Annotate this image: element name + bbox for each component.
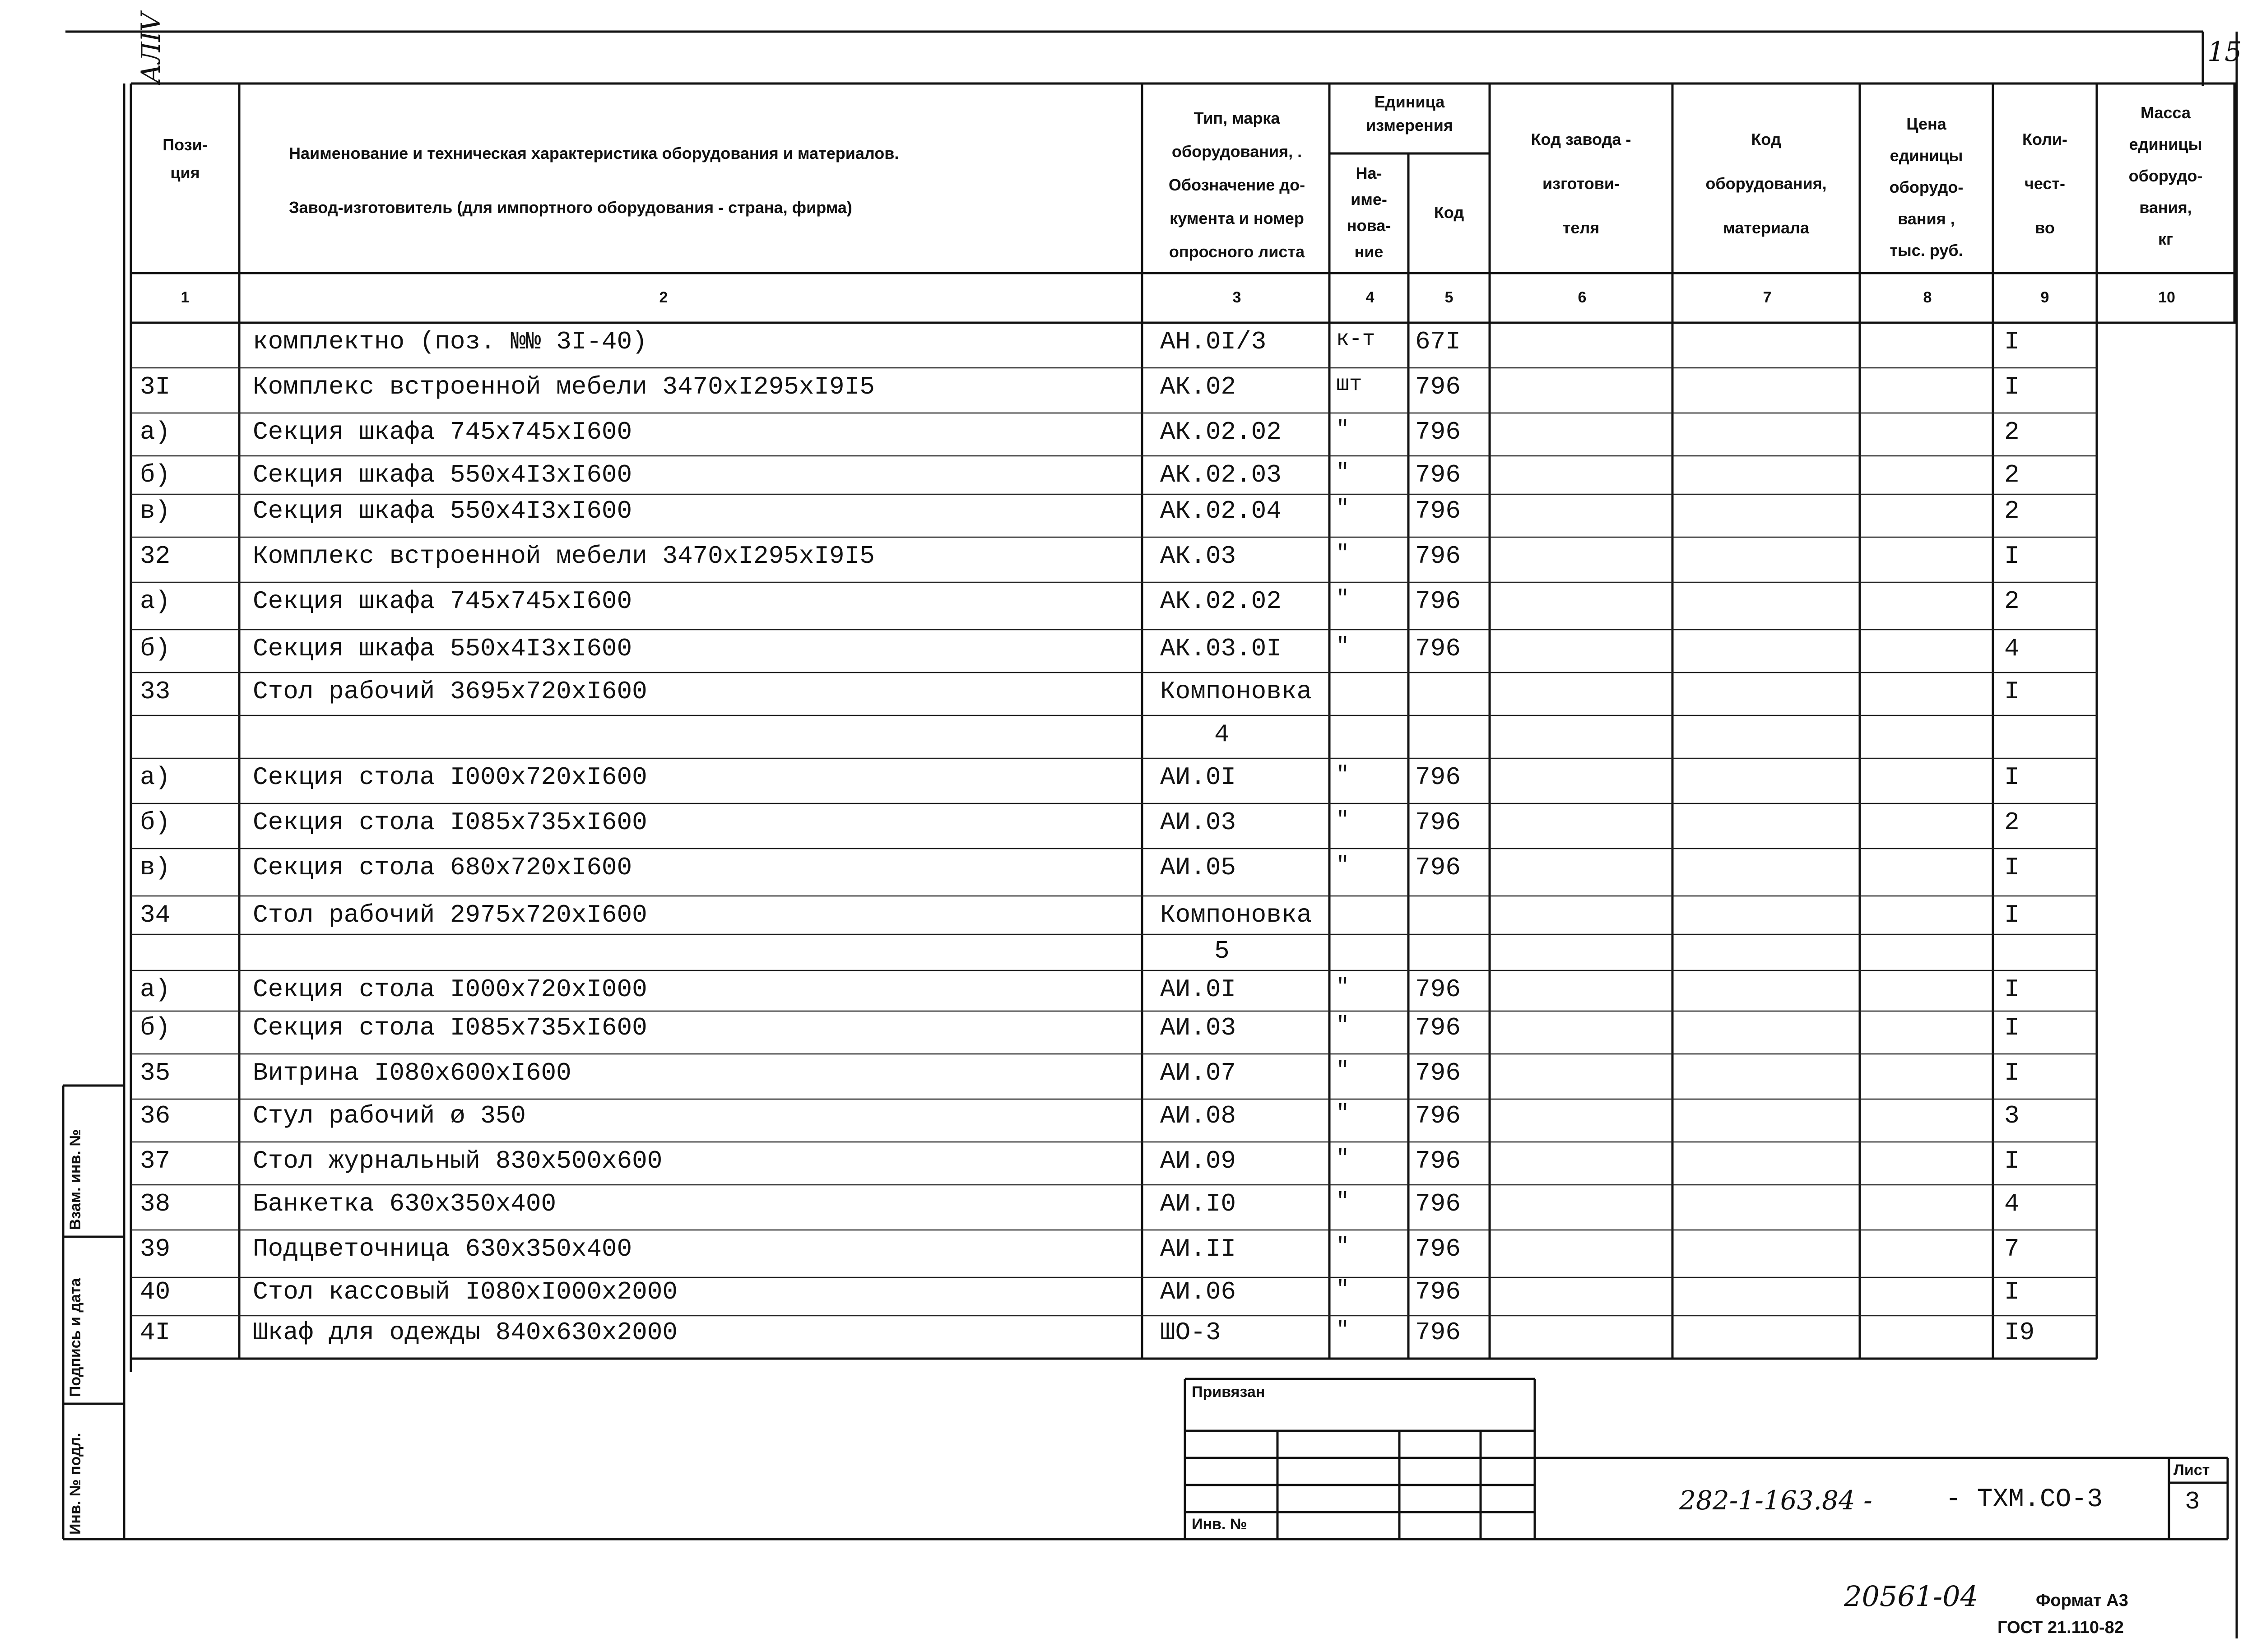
cell-position: 35 bbox=[140, 1058, 171, 1087]
cell-name: Секция стола I000х720хI000 bbox=[253, 975, 647, 1004]
cell-quantity: I bbox=[2004, 327, 2020, 356]
cell-quantity: 2 bbox=[2004, 587, 2020, 616]
cell-quantity: I bbox=[2004, 1146, 2020, 1175]
cell-unit: " bbox=[1336, 1146, 1349, 1171]
cell-type: АИ.08 bbox=[1160, 1101, 1236, 1130]
corner-mark: АЛIV bbox=[135, 12, 166, 84]
column-number: 9 bbox=[2040, 289, 2049, 306]
cell-position: 3I bbox=[140, 372, 171, 401]
cell-name: комплектно (поз. №№ 3I-40) bbox=[253, 327, 647, 356]
cell-unit: " bbox=[1336, 1234, 1349, 1259]
doc-code-handwritten: 282-1-163.84 - bbox=[1679, 1485, 1872, 1516]
cell-code: 796 bbox=[1415, 1058, 1461, 1087]
cell-position: 37 bbox=[140, 1146, 171, 1175]
cell-name: Секция шкафа 745х745хI600 bbox=[253, 587, 632, 616]
cell-name: Секция шкафа 745х745хI600 bbox=[253, 418, 632, 446]
cell-position: 39 bbox=[140, 1234, 171, 1263]
cell-type: АИ.07 bbox=[1160, 1058, 1236, 1087]
cell-position: б) bbox=[140, 808, 171, 837]
cell-position: б) bbox=[140, 460, 171, 489]
cell-quantity: I bbox=[2004, 372, 2020, 401]
side-label-vzam-inv: Взам. инв. № bbox=[67, 1129, 84, 1230]
cell-quantity: I bbox=[2004, 900, 2020, 929]
cell-code: 796 bbox=[1415, 634, 1461, 663]
cell-code: 796 bbox=[1415, 1101, 1461, 1130]
doc-code: - ТХМ.СО-3 bbox=[1946, 1485, 2103, 1514]
cell-quantity: I bbox=[2004, 763, 2020, 792]
header-factory-code: Код завода - изготови- теля bbox=[1531, 130, 1631, 237]
cell-unit: " bbox=[1336, 853, 1349, 877]
cell-position: 4I bbox=[140, 1318, 171, 1347]
cell-code: 796 bbox=[1415, 372, 1461, 401]
cell-position: 38 bbox=[140, 1189, 171, 1218]
column-number: 10 bbox=[2158, 289, 2175, 306]
cell-type: АН.0I/3 bbox=[1160, 327, 1267, 356]
cell-name: Стол рабочий 2975х720хI600 bbox=[253, 900, 647, 929]
cell-type: АИ.09 bbox=[1160, 1146, 1236, 1175]
cell-quantity: 2 bbox=[2004, 418, 2020, 446]
format-label: Формат А3 bbox=[2036, 1591, 2128, 1610]
cell-type: АК.02.04 bbox=[1160, 497, 1282, 525]
cell-type: АК.02.02 bbox=[1160, 587, 1282, 616]
cell-quantity: I bbox=[2004, 677, 2020, 706]
column-number: 4 bbox=[1365, 289, 1375, 306]
cell-code: 796 bbox=[1415, 1318, 1461, 1347]
cell-quantity: 2 bbox=[2004, 460, 2020, 489]
cell-code: 796 bbox=[1415, 587, 1461, 616]
cell-name: Подцветочница 630х350х400 bbox=[253, 1234, 632, 1263]
cell-quantity: 7 bbox=[2004, 1234, 2020, 1263]
header-equipment-code: Код оборудования, материала bbox=[1705, 130, 1827, 237]
cell-position: б) bbox=[140, 1013, 171, 1042]
cell-type: Компоновка bbox=[1160, 900, 1312, 929]
sheet-number: 3 bbox=[2185, 1487, 2200, 1516]
cell-quantity: 4 bbox=[2004, 634, 2020, 663]
cell-name: Стол кассовый I080хI000х2000 bbox=[253, 1277, 678, 1306]
cell-unit: шт bbox=[1336, 372, 1362, 397]
cell-code: 796 bbox=[1415, 1234, 1461, 1263]
cell-code: 796 bbox=[1415, 1146, 1461, 1175]
cell-name: Секция шкафа 550х4I3хI600 bbox=[253, 497, 632, 525]
cell-type: АК.03.0I bbox=[1160, 634, 1282, 663]
cell-type: Компоновка bbox=[1160, 677, 1312, 706]
cell-quantity: I bbox=[2004, 1058, 2020, 1087]
cell-code: 796 bbox=[1415, 975, 1461, 1004]
cell-position: 40 bbox=[140, 1277, 171, 1306]
gost-label: ГОСТ 21.110-82 bbox=[1997, 1618, 2124, 1637]
cell-position: а) bbox=[140, 763, 171, 792]
cell-quantity: I bbox=[2004, 975, 2020, 1004]
cell-code: 67I bbox=[1415, 327, 1461, 356]
cell-quantity: I9 bbox=[2004, 1318, 2035, 1347]
cell-name: Секция стола I000х720хI600 bbox=[253, 763, 647, 792]
cell-quantity: 2 bbox=[2004, 497, 2020, 525]
cell-unit: " bbox=[1336, 1189, 1349, 1214]
handwritten-number: 20561-04 bbox=[1844, 1580, 1978, 1613]
cell-code: 796 bbox=[1415, 1277, 1461, 1306]
cell-unit: " bbox=[1336, 542, 1349, 566]
header-name: Наименование и техническая характеристика оборудования и материалов. Завод-изготовитель (для импортного оборудования - страна, фирма) bbox=[289, 144, 899, 217]
column-number: 8 bbox=[1923, 289, 1932, 306]
header-unit-code: Код bbox=[1434, 203, 1464, 222]
cell-unit: " bbox=[1336, 634, 1349, 659]
cell-name: Комплекс встроенной мебели 3470хI295хI9I5 bbox=[253, 372, 875, 401]
header-position: Пози- ция bbox=[163, 135, 208, 182]
cell-quantity: 3 bbox=[2004, 1101, 2020, 1130]
cell-unit: " bbox=[1336, 1058, 1349, 1083]
cell-code: 796 bbox=[1415, 1189, 1461, 1218]
sheet-label: Лист bbox=[2173, 1462, 2210, 1479]
cell-type: АК.03 bbox=[1160, 542, 1236, 571]
cell-code: 796 bbox=[1415, 808, 1461, 837]
cell-type: АК.02.03 bbox=[1160, 460, 1282, 489]
cell-unit: " bbox=[1336, 975, 1349, 999]
cell-name: Секция стола I085х735хI600 bbox=[253, 808, 647, 837]
cell-name: Витрина I080х600хI600 bbox=[253, 1058, 571, 1087]
cell-type: 4 bbox=[1214, 720, 1230, 749]
cell-name: Стол рабочий 3695х720хI600 bbox=[253, 677, 647, 706]
cell-type: ШО-3 bbox=[1160, 1318, 1221, 1347]
cell-code: 796 bbox=[1415, 763, 1461, 792]
header-unit: Единица измерения bbox=[1366, 93, 1453, 135]
header-unit-name: На- име- нова- ние bbox=[1347, 164, 1391, 261]
cell-quantity: I bbox=[2004, 1277, 2020, 1306]
cell-type: АИ.03 bbox=[1160, 808, 1236, 837]
cell-name: Шкаф для одежды 840х630х2000 bbox=[253, 1318, 678, 1347]
cell-unit: " bbox=[1336, 763, 1349, 787]
cell-type: АИ.I0 bbox=[1160, 1189, 1236, 1218]
column-number: 3 bbox=[1232, 289, 1241, 306]
cell-position: 33 bbox=[140, 677, 171, 706]
cell-name: Банкетка 630х350х400 bbox=[253, 1189, 557, 1218]
side-label-signature-date: Подпись и дата bbox=[67, 1278, 84, 1397]
cell-code: 796 bbox=[1415, 853, 1461, 882]
cell-quantity: I bbox=[2004, 853, 2020, 882]
cell-position: 32 bbox=[140, 542, 171, 571]
cell-type: АК.02.02 bbox=[1160, 418, 1282, 446]
cell-unit: " bbox=[1336, 497, 1349, 521]
cell-unit: " bbox=[1336, 460, 1349, 485]
cell-name: Секция шкафа 550х4I3хI600 bbox=[253, 460, 632, 489]
column-number: 1 bbox=[181, 289, 190, 306]
side-label-inv-podl: Инв. № подл. bbox=[67, 1433, 84, 1535]
cell-name: Стол журнальный 830х500х600 bbox=[253, 1146, 663, 1175]
cell-quantity: I bbox=[2004, 1013, 2020, 1042]
cell-type: АИ.06 bbox=[1160, 1277, 1236, 1306]
header-type: Тип, марка оборудования, . Обозначение до- кумента и номер опросного листа bbox=[1168, 109, 1305, 261]
stamp-inv: Инв. № bbox=[1192, 1516, 1247, 1533]
cell-quantity: 4 bbox=[2004, 1189, 2020, 1218]
cell-name: Стул рабочий ø 350 bbox=[253, 1101, 526, 1130]
cell-code: 796 bbox=[1415, 497, 1461, 525]
cell-type: АИ.0I bbox=[1160, 975, 1236, 1004]
header-quantity: Коли- чест- во bbox=[2022, 130, 2068, 237]
stamp-privyazan: Привязан bbox=[1192, 1383, 1265, 1401]
cell-unit: " bbox=[1336, 808, 1349, 832]
page-number: 15 bbox=[2207, 36, 2242, 68]
cell-code: 796 bbox=[1415, 418, 1461, 446]
cell-unit: " bbox=[1336, 1277, 1349, 1302]
cell-code: 796 bbox=[1415, 460, 1461, 489]
cell-position: в) bbox=[140, 853, 171, 882]
cell-unit: " bbox=[1336, 1318, 1349, 1342]
header-price: Цена единицы оборудо- вания , тыс. руб. bbox=[1889, 115, 1964, 260]
cell-code: 796 bbox=[1415, 1013, 1461, 1042]
cell-name: Секция стола I085х735хI600 bbox=[253, 1013, 647, 1042]
cell-unit: " bbox=[1336, 587, 1349, 611]
header-mass: Масса единицы оборудо- вания, кг bbox=[2128, 103, 2203, 248]
cell-type: АИ.03 bbox=[1160, 1013, 1236, 1042]
cell-type: АИ.II bbox=[1160, 1234, 1236, 1263]
cell-position: в) bbox=[140, 497, 171, 525]
cell-name: Комплекс встроенной мебели 3470хI295хI9I5 bbox=[253, 542, 875, 571]
cell-unit: " bbox=[1336, 418, 1349, 442]
cell-name: Секция стола 680х720хI600 bbox=[253, 853, 632, 882]
cell-type: 5 bbox=[1214, 937, 1230, 965]
cell-quantity: 2 bbox=[2004, 808, 2020, 837]
column-number: 7 bbox=[1763, 289, 1772, 306]
cell-unit: " bbox=[1336, 1101, 1349, 1126]
cell-quantity: I bbox=[2004, 542, 2020, 571]
column-number: 2 bbox=[659, 289, 668, 306]
cell-unit: " bbox=[1336, 1013, 1349, 1038]
cell-code: 796 bbox=[1415, 542, 1461, 571]
cell-position: 34 bbox=[140, 900, 171, 929]
column-number: 5 bbox=[1444, 289, 1454, 306]
cell-position: а) bbox=[140, 975, 171, 1004]
cell-type: АК.02 bbox=[1160, 372, 1236, 401]
cell-position: а) bbox=[140, 587, 171, 616]
column-number: 6 bbox=[1578, 289, 1587, 306]
cell-type: АИ.05 bbox=[1160, 853, 1236, 882]
cell-position: а) bbox=[140, 418, 171, 446]
cell-position: 36 bbox=[140, 1101, 171, 1130]
cell-unit: к-т bbox=[1336, 327, 1375, 352]
cell-type: АИ.0I bbox=[1160, 763, 1236, 792]
cell-name: Секция шкафа 550х4I3хI600 bbox=[253, 634, 632, 663]
cell-position: б) bbox=[140, 634, 171, 663]
